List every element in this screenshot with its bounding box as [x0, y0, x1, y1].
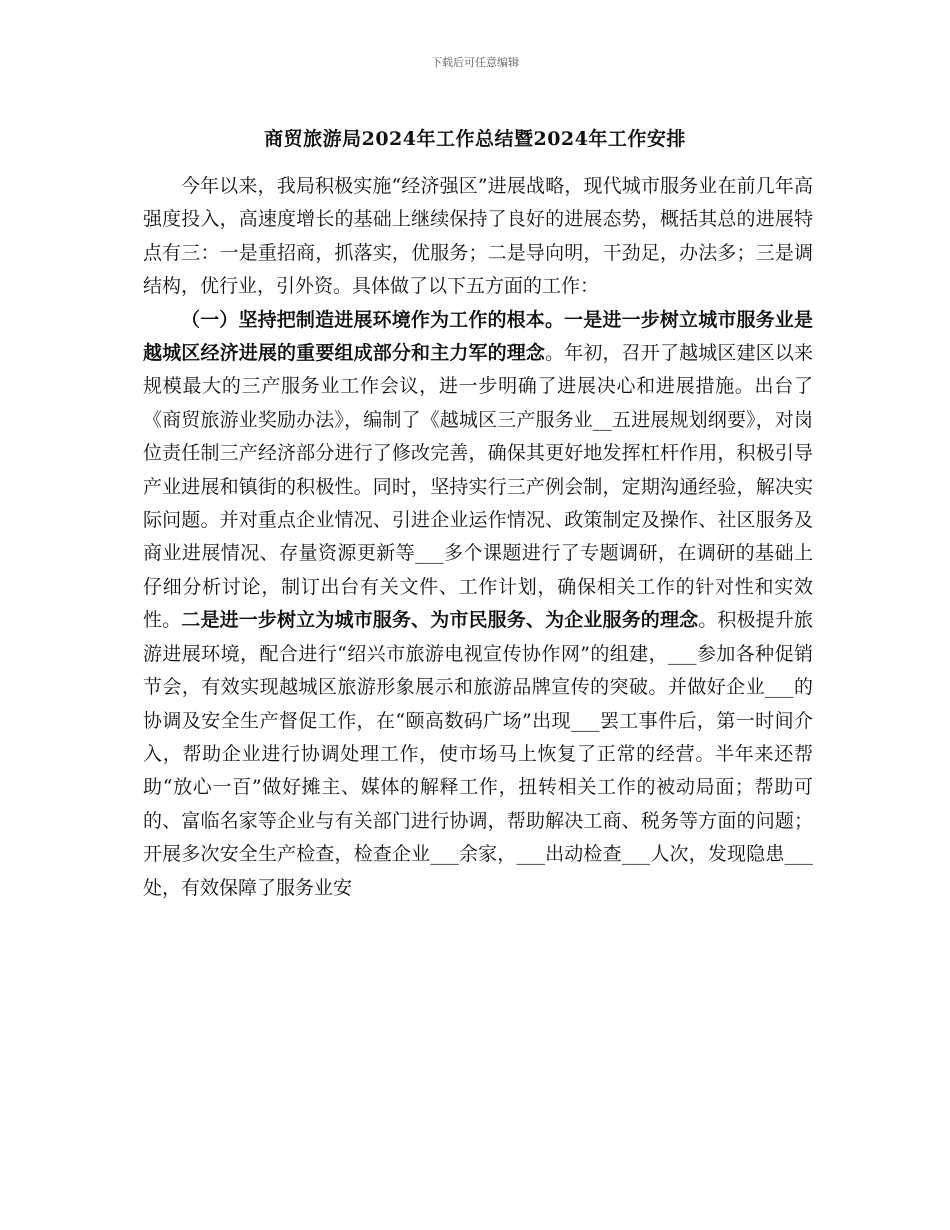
paragraph-section-one [143, 304, 813, 905]
header-note: 下载后可任意编辑 [431, 56, 519, 69]
section-one-text-part1: 。年初，召开了越城区建区以来规模最大的三产服务业工作会议，进一步明确了进展决心和进展措施。出台了《商贸旅游业奖励办法》，编制了《越城区三产服务业__五进展规划纲要》，对岗位责任制三产经济部分进行了修改完善，确保其更好地发挥杠杆作用，积极引导产业进展和镇街的积极性。同时，坚持实行三产例会制，定期沟通经验，解决实际问题。并对重点企业情况、引进企业运作情况、政策制定及操作、社区服务及商业进展情况、存量资源更新等___多个课题进行了专题调研，在调研的基础上仔细分析讨论，制订出台有关文件、工作计划，确保相关工作的针对性和实效性。 [143, 342, 813, 632]
section-one-subheading-two: 二是进一步树立为城市服务、为市民服务、为企业服务的理念 [181, 609, 699, 632]
section-one-text-part2: 。积极提升旅游进展环境，配合进行“绍兴市旅游电视宣传协作网”的组建，___参加各种促销节会，有效实现越城区旅游形象展示和旅游品牌宣传的突破。并做好企业___的协调及安全生产督促工作，在“颐高数码广场”出现___罢工事件后，第一时间介入，帮助企业进行协调处理工作，使市场马上恢复了正常的经营。半年来还帮助“放心一百”做好摊主、媒体的解释工作，扭转相关工作的被动局面；帮助可的、富临名家等企业与有关部门进行协调，帮助解决工商、税务等方面的问题；开展多次安全生产检查，检查企业___余家，___出动检查___人次，发现隐患___处，有效保障了服务业安 [143, 609, 813, 899]
paragraph-intro [143, 170, 813, 304]
document-body [143, 170, 813, 905]
document-title: 商贸旅游局2024年工作总结暨2024年工作安排 [264, 128, 686, 150]
section-one-heading: （一）坚持把制造进展环境作为工作的根本。一是进一步树立城市服务业是越城区经济进展的重要组成部分和主力军的理念 [143, 308, 813, 365]
paragraph-intro-text: 今年以来，我局积极实施“经济强区”进展战略，现代城市服务业在前几年高强度投入，高速度增长的基础上继续保持了良好的进展态势，概括其总的进展特点有三：一是重招商，抓落实，优服务；二是导向明，干劲足，办法多；三是调结构，优行业，引外资。具体做了以下五方面的工作： [143, 175, 813, 298]
